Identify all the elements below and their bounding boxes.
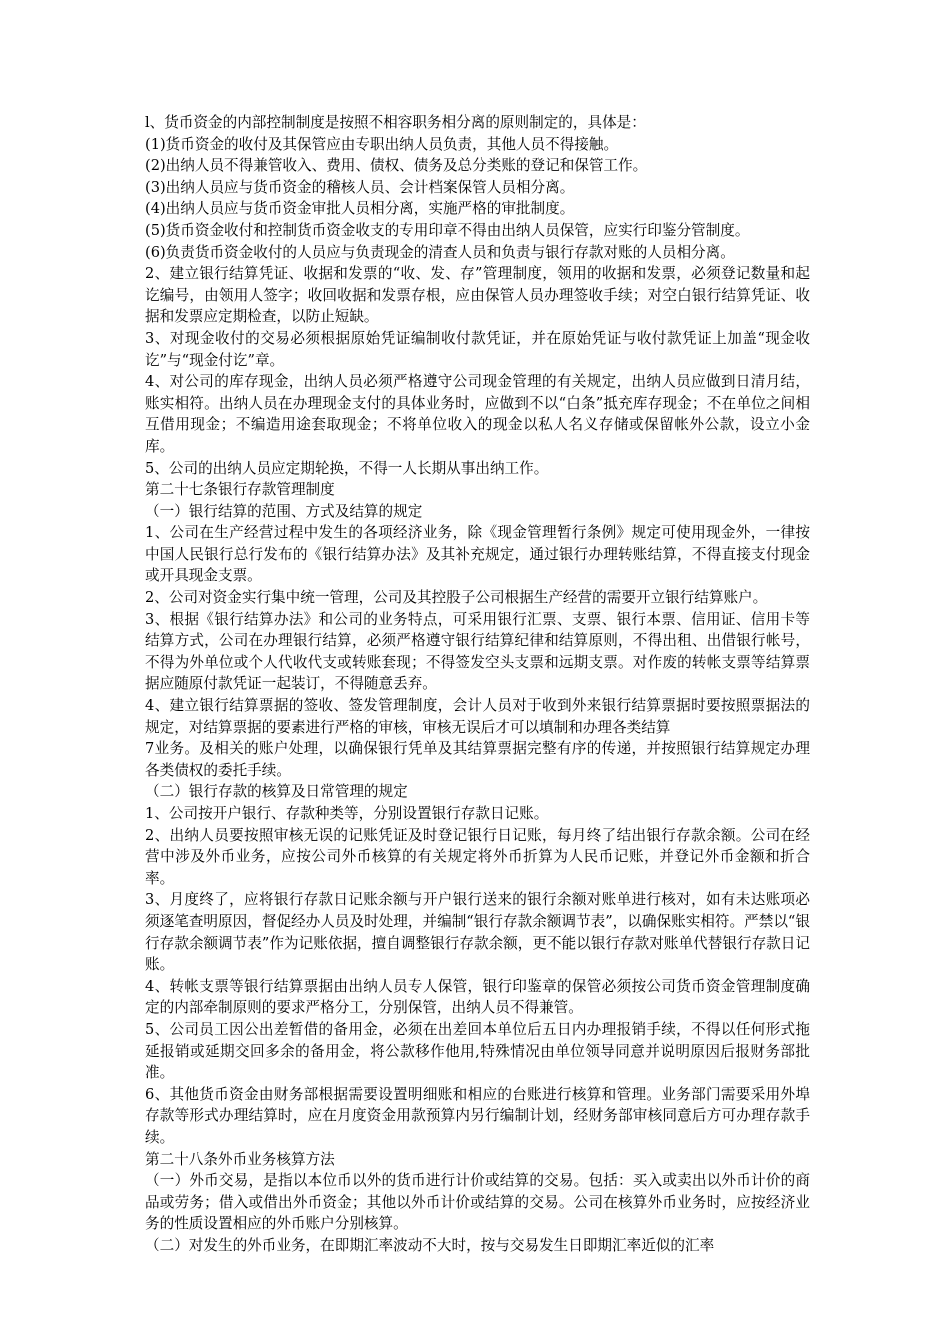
paragraph: 7业务。及相关的账户处理，以确保银行凭单及其结算票据完整有序的传递，并按照银行结算规定办理各类债权的委托手续。 [145,740,810,779]
section-heading: 第二十八条外币业务核算方法 [145,1150,335,1168]
paragraph: 2、出纳人员要按照审核无误的记账凭证及时登记银行日记账，每月终了结出银行存款余额。公司在经营中涉及外币业务，应按公司外币核算的有关规定将外币折算为人民币记账，并登记外币金额和折合率。 [145,826,810,887]
paragraph: 4、建立银行结算票据的签收、签发管理制度，会计人员对于收到外来银行结算票据时要按照票据法的规定，对结算票据的要素进行严格的审核，审核无误后才可以填制和办理各类结算 [145,697,810,736]
paragraph: （一）外币交易，是指以本位币以外的货币进行计价或结算的交易。包括：买入或卖出以外币计价的商品或劳务；借入或借出外币资金；其他以外币计价或结算的交易。公司在核算外币业务时，应按经济业务的性质设置相应的外币账户分别核算。 [145,1172,810,1233]
paragraph: (3)出纳人员应与货币资金的稽核人员、会计档案保管人员相分离。 [145,178,575,196]
paragraph: (5)货币资金收付和控制货币资金收支的专用印章不得由出纳人员保管，应实行印鉴分管制度。 [145,221,750,239]
paragraph: 3、根据《银行结算办法》和公司的业务特点，可采用银行汇票、支票、银行本票、信用证、信用卡等结算方式，公司在办理银行结算，必须严格遵守银行结算纪律和结算原则，不得出租、出借银行帐号，不得为外单位或个人代收代支或转账套现；不得签发空头支票和远期支票。对作废的转帐支票等结算票据应随原付款凭证一起装订，不得随意丢弃。 [145,610,810,693]
paragraph: 4、转帐支票等银行结算票据由出纳人员专人保管，银行印鉴章的保管必须按公司货币资金管理制度确定的内部牵制原则的要求严格分工，分别保管，出纳人员不得兼管。 [145,977,810,1017]
paragraph: (2)出纳人员不得兼管收入、费用、债权、债务及总分类账的登记和保管工作。 [145,157,648,175]
paragraph: 3、月度终了，应将银行存款日记账余额与开户银行送来的银行余额对账单进行核对，如有未达账项必须逐笔查明原因，督促经办人员及时处理，并编制“银行存款余额调节表”，以确保账实相符。严禁以“银行存款余额调节表”作为记账依据，擅自调整银行存款余额，更不能以银行存款对账单代替银行存款日记账。 [145,891,810,974]
paragraph: (4)出纳人员应与货币资金审批人员相分离，实施严格的审批制度。 [145,200,575,218]
paragraph: 1、公司在生产经营过程中发生的各项经济业务，除《现金管理暂行条例》规定可使用现金外，一律按中国人民银行总行发布的《银行结算办法》及其补充规定，通过银行办理转账结算，不得直接支付现金或开具现金支票。 [145,524,810,585]
paragraph: （二）对发生的外币业务，在即期汇率波动不大时，按与交易发生日即期汇率近似的汇率 [145,1236,715,1254]
subsection-heading: （二）银行存款的核算及日常管理的规定 [145,783,408,801]
subsection-heading: （一）银行结算的范围、方式及结算的规定 [145,502,423,520]
paragraph: 5、公司的出纳人员应定期轮换，不得一人长期从事出纳工作。 [145,459,549,477]
paragraph: 2、公司对资金实行集中统一管理，公司及其控股子公司根据生产经营的需要开立银行结算账户。 [145,589,768,607]
paragraph: (6)负责货币资金收付的人员应与负责现金的清查人员和负责与银行存款对账的人员相分离。 [145,243,735,261]
paragraph: 4、对公司的库存现金，出纳人员必须严格遵守公司现金管理的有关规定，出纳人员应做到日清月结，账实相符。出纳人员在办理现金支付的具体业务时，应做到不以“白条”抵充库存现金；不在单位之间相互借用现金；不编造用途套取现金；不将单位收入的现金以私人名义存储或保留帐外公款，设立小金库。 [145,373,810,455]
section-heading: 第二十七条银行存款管理制度 [145,481,335,499]
paragraph: 5、公司员工因公出差暂借的备用金，必须在出差回本单位后五日内办理报销手续，不得以任何形式拖延报销或延期交回多余的备用金，将公款移作他用,特殊情况由单位领导同意并说明原因后报财务部批准。 [145,1020,810,1082]
paragraph: l、货币资金的内部控制制度是按照不相容职务相分离的原则制定的，具体是： [145,114,646,131]
paragraph: 1、公司按开户银行、存款种类等，分别设置银行存款日记账。 [145,805,549,822]
paragraph: 6、其他货币资金由财务部根据需要设置明细账和相应的台账进行核算和管理。业务部门需要采用外埠存款等形式办理结算时，应在月度资金用款预算内另行编制计划，经财务部审核同意后方可办理存款手续。 [145,1085,810,1146]
paragraph: 3、对现金收付的交易必须根据原始凭证编制收付款凭证，并在原始凭证与收付款凭证上加盖“现金收讫”与“现金付讫”章。 [145,329,810,369]
paragraph: (1)货币资金的收付及其保管应由专职出纳人员负责，其他人员不得接触。 [145,135,619,153]
paragraph: 2、建立银行结算凭证、收据和发票的“收、发、存”管理制度，领用的收据和发票，必须登记数量和起讫编号，由领用人签字；收回收据和发票存根，应由保管人员办理签收手续；对空白银行结算凭证、收据和发票应定期检查，以防止短缺。 [145,265,810,326]
